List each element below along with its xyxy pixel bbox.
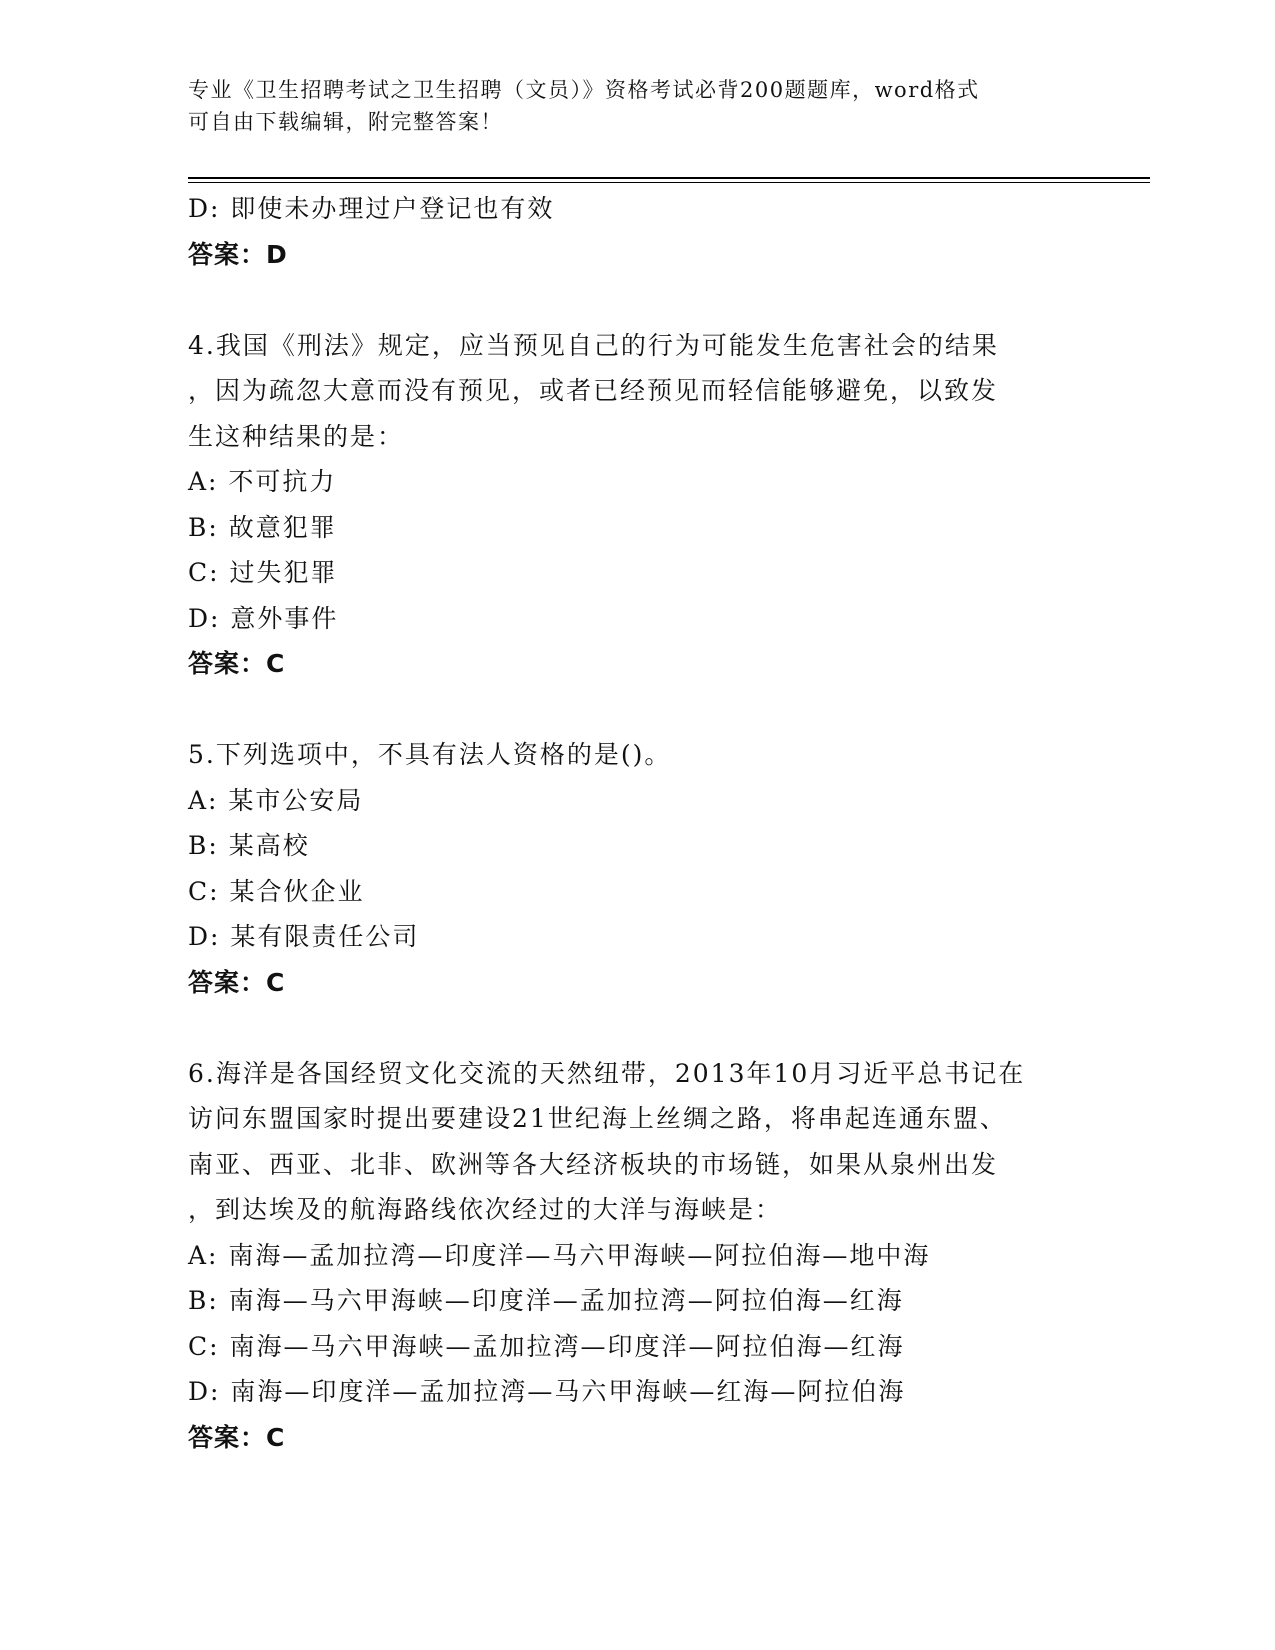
option-c: C: 某合伙企业 [188,876,365,906]
option-c: C: 南海—马六甲海峡—孟加拉湾—印度洋—阿拉伯海—红海 [188,1331,905,1361]
question-text-line: 6.海洋是各国经贸文化交流的天然纽带，2013年10月习近平总书记在 [188,1058,1026,1088]
header-divider-thin [188,182,1150,183]
previous-question-tail [188,186,1088,277]
option-d: D: 南海—印度洋—孟加拉湾—马六甲海峡—红海—阿拉伯海 [188,1377,906,1406]
spacer [188,687,1088,733]
option-b: B: 故意犯罪 [188,512,337,542]
header-line-2: 可自由下载编辑，附完整答案！ [188,110,503,134]
question-text-line: 5.下列选项中，不具有法人资格的是()。 [188,740,672,769]
option-d: D: 某有限责任公司 [188,922,420,951]
question-6 [188,1051,1088,1461]
question-text-line: ，到达埃及的航海路线依次经过的大洋与海峡是： [188,1195,783,1224]
document-header [188,74,1068,138]
question-4 [188,323,1088,687]
question-5 [188,732,1088,1005]
question-text-line: 生这种结果的是： [188,421,405,451]
answer-line: 答案：C [188,649,286,678]
question-text-line: 访问东盟国家时提出要建设21世纪海上丝绸之路，将串起连通东盟、 [188,1104,1007,1133]
option-d: D: 即使未办理过户登记也有效 [188,194,555,223]
option-a: A: 南海—孟加拉湾—印度洋—马六甲海峡—阿拉伯海—地中海 [188,1240,931,1270]
header-line-1: 专业《卫生招聘考试之卫生招聘（文员）》资格考试必背200题题库，word格式 [188,78,980,102]
spacer [188,277,1088,323]
option-b: B: 南海—马六甲海峡—印度洋—孟加拉湾—阿拉伯海—红海 [188,1286,904,1315]
answer-line: 答案：C [188,1422,286,1452]
spacer [188,1005,1088,1051]
option-d: D: 意外事件 [188,603,339,633]
option-a: A: 某市公安局 [188,785,364,815]
question-text-line: ，因为疏忽大意而没有预见，或者已经预见而轻信能够避免，以致发 [188,376,999,405]
option-a: A: 不可抗力 [188,467,337,496]
option-b: B: 某高校 [188,831,310,860]
header-divider-thick [188,177,1150,179]
question-content [188,186,1088,1460]
question-text-line: 4.我国《刑法》规定，应当预见自己的行为可能发生危害社会的结果 [188,330,999,360]
answer-line: 答案：C [188,967,286,997]
question-text-line: 南亚、西亚、北非、欧洲等各大经济板块的市场链，如果从泉州出发 [188,1149,999,1179]
option-c: C: 过失犯罪 [188,558,338,587]
answer-line: 答案：D [188,239,288,269]
